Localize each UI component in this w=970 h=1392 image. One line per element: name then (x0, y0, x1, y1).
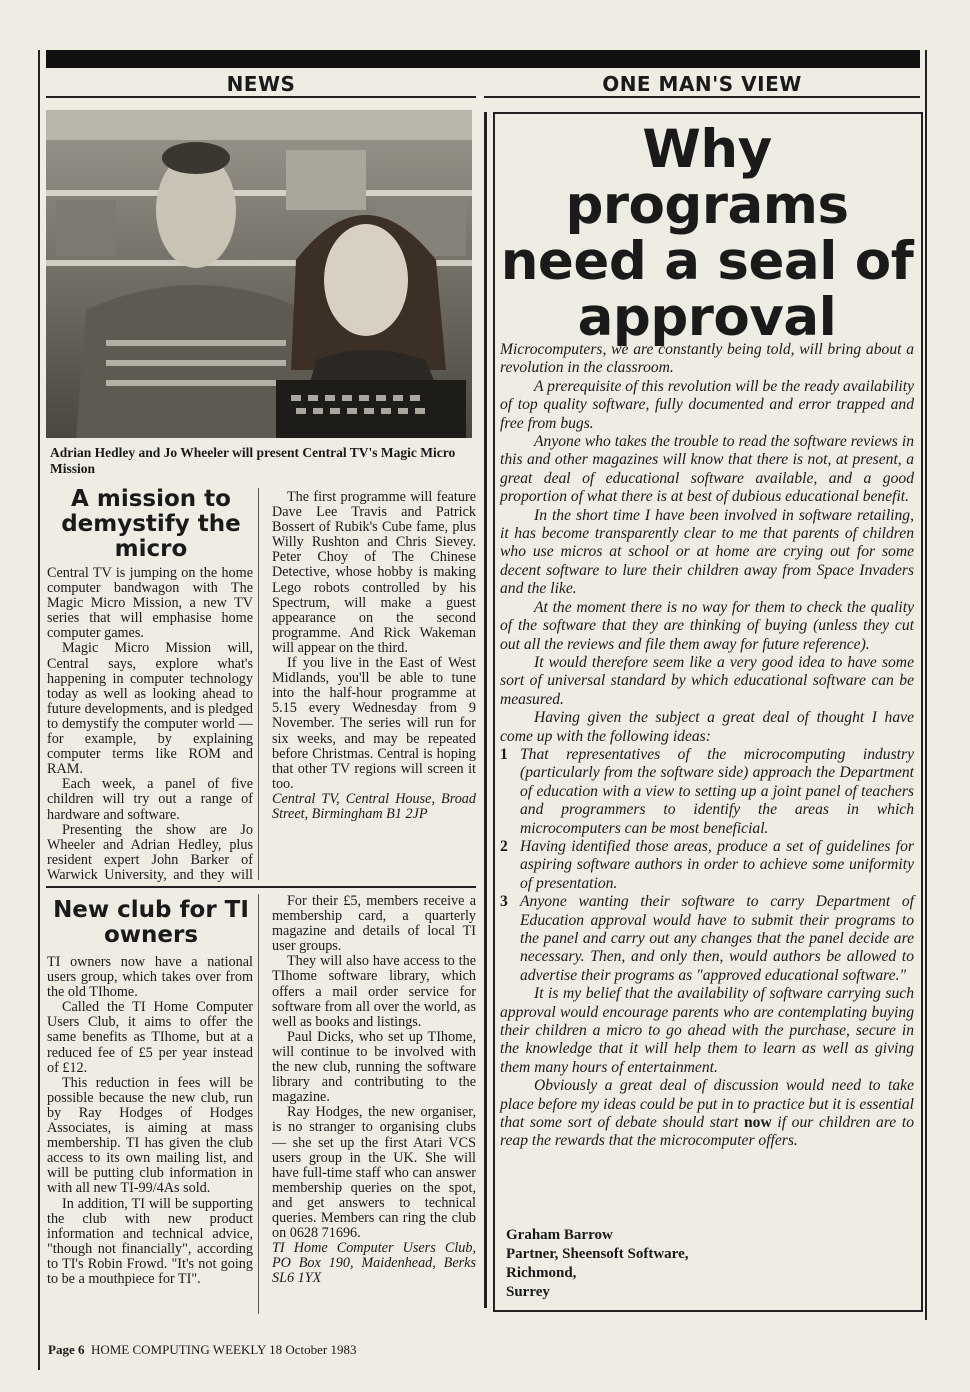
signature-block (506, 1226, 806, 1302)
page-footer (48, 1342, 357, 1358)
article-divider (46, 886, 476, 888)
idea-item (500, 893, 914, 985)
emphasis: now (743, 1114, 772, 1132)
magazine-line: HOME COMPUTING WEEKLY 18 October 1983 (90, 1342, 357, 1357)
paragraph: Each week, a panel of five children will try out a range of hardware and software. (47, 776, 253, 823)
paragraph: Central TV is jumping on the home computer bandwagon with The Magic Micro Mission, a new TV series that will emphasise home computer games. (47, 566, 253, 642)
right-margin-rule (925, 50, 927, 1320)
header-rule-left (46, 96, 476, 98)
idea-number: 2 (500, 837, 508, 855)
paragraph: Presenting the show are Jo Wheeler and Adrian Hedley, plus resident expert John Barker of Warwick University, and they will (47, 821, 253, 882)
photo-illustration (46, 110, 472, 438)
photo-caption: Adrian Hedley and Jo Wheeler will present Central TV's Magic Micro Mission (50, 445, 456, 476)
idea-number: 1 (500, 745, 508, 763)
top-black-bar (46, 50, 920, 68)
opinion-headline: Why programs need a seal of approval (500, 119, 914, 348)
address: Central TV, Central House, Broad Street, Birmingham B1 2JP (272, 790, 476, 822)
paragraph: It would therefore seem like a very good idea to have some sort of universal standard by which educational software can be measured. (500, 653, 914, 708)
section-header-news: NEWS (226, 72, 296, 96)
paragraph: Magic Micro Mission will, Central says, explore what's happening in computer technology today as well as looking ahead to future developments, and is pledged to demystify the computer world — for example, by explaining computer terms like ROM and RAM. (47, 640, 253, 778)
idea-number: 3 (500, 893, 508, 911)
paragraph: Paul Dicks, who set up TIhome, will continue to be involved with the new club, running the software library and contributing to the magazine. (272, 1028, 476, 1106)
idea-text: That representatives of the microcomputing industry (particularly from the software side) approach the Department of education with a view to setting up a joint panel of teachers and programmers to identify the areas in which microcomputers can be most beneficial. (520, 745, 914, 837)
author-county: Surrey (506, 1284, 550, 1300)
paragraph: TI owners now have a national users group, which takes over from the old TIhome. (47, 955, 253, 1001)
idea-text: Anyone wanting their software to carry Department of Education approval would have to submit their programs to the panel and carry out any changes that the panel decide are necessary. Then, and only then, would authors be allowed to advertise their programs as "approved educational software." (520, 893, 914, 984)
article-mission-col2 (272, 490, 476, 882)
page-number: Page 6 (48, 1342, 85, 1357)
opinion-box-left-edge (484, 112, 487, 1308)
article-title-club: New club for TI owners (53, 897, 249, 948)
idea-item (500, 838, 914, 893)
text: if our children are to reap the rewards that the microcomputer offers. (500, 1114, 914, 1150)
paragraph (500, 1077, 914, 1151)
paragraph: The first programme will feature Dave Lee Travis and Patrick Bossert of Rubik's Cube fame, plus Willy Rushton and Chris Sievey. Peter Choy of The Chinese Detective, whose hobby is making Lego robots controlled by his Spectrum, will make a guest appearance on the second programme. And Rick Wakeman will appear on the third. (272, 490, 476, 656)
idea-text: Having identified those areas, produce a set of guidelines for aspiring software authors in order to achieve some uniformity of presentation. (520, 837, 914, 892)
article-club-col2 (272, 894, 476, 1318)
idea-item (500, 746, 914, 838)
paragraph: In addition, TI will be supporting the club with new product information and technical advice, "though not financially", according to TI's Robin Frowd. "It's not going to be a mouthpiece for TI". (47, 1195, 253, 1287)
author-town: Richmond, (506, 1265, 577, 1281)
paragraph: In the short time I have been involved in software retailing, it has become transparently clear to me that parents of children who use micros at school or at home are crying out for some decent software to lure their children away from Space Invaders and the like. (500, 506, 914, 598)
paragraph: At the moment there is no way for them to check the quality of the software that they are thinking of buying (unless they cut out all the reviews and file them away for future reference). (500, 598, 914, 653)
paragraph: They will also have access to the TIhome software library, which offers a mail order service for software from all over the world, as well as books and listings. (272, 953, 476, 1030)
opinion-body (500, 341, 914, 1151)
author-name: Graham Barrow (506, 1227, 613, 1243)
article-title-mission: A mission to demystify the micro (61, 486, 241, 562)
article-club-col1 (47, 955, 253, 1317)
article-mission-col1 (47, 566, 253, 882)
news-photo (46, 110, 472, 438)
paragraph: Microcomputers, we are constantly being told, will bring about a revolution in the classroom. (500, 341, 914, 377)
column-separator (258, 488, 259, 880)
author-title: Partner, Sheensoft Software, (506, 1246, 689, 1262)
address: TI Home Computer Users Club, PO Box 190, Maidenhead, Berks SL6 1YX (272, 1240, 476, 1287)
paragraph: For their £5, members receive a membership card, a quarterly magazine and details of local TI user groups. (272, 894, 476, 955)
paragraph: A prerequisite of this revolution will be the ready availability of top quality software, fully documented and error trapped and free from bugs. (500, 377, 914, 432)
paragraph: This reduction in fees will be possible because the new club, run by Ray Hodges of Hodges Associates, is aiming at mass membership. TI has given the club access to its own mailing list, and will be putting club information in with all new TI-99/4As sold. (47, 1074, 253, 1197)
left-margin-rule (38, 50, 40, 1370)
paragraph: Called the TI Home Computer Users Club, it aims to offer the same benefits as TIhome, but at a reduced fee of £5 per year instead of £12. (47, 999, 253, 1076)
paragraph: Ray Hodges, the new organiser, is no stranger to organising clubs — she set up the first Atari VCS users group in the UK. She will have full-time staff who can answer membership queries on the spot, and get answers to technical queries. Members can ring the club on 0628 71696. (272, 1104, 476, 1242)
header-rule-right (484, 96, 920, 98)
text: Obviously a great deal of discussion would need to take place before my ideas could be put in to practice but it is essential that some sort of debate should start (500, 1077, 914, 1132)
paragraph: It is my belief that the availability of software carrying such approval would encourage parents who are contemplating buying their children a micro to go ahead with the purchase, secure in the knowledge that it will help them to learn as well as giving them many hours of entertainment. (500, 985, 914, 1076)
section-header-one-mans-view: ONE MAN'S VIEW (602, 72, 802, 96)
paragraph: If you live in the East of West Midlands, you'll be able to tune into the half-hour programme at 5.15 every Wednesday from 9 November. The series will run for six weeks, and may be repeated before Christmas. Central is hoping that other TV regions will screen it too. (272, 655, 476, 792)
column-separator (258, 894, 259, 1314)
paragraph: Having given the subject a great deal of thought I have come up with the following ideas: (500, 709, 914, 745)
paragraph: Anyone who takes the trouble to read the software reviews in this and other magazines will know that there is not, at present, a great deal of educational software available, and a good proportion of what there is at best of dubious educational benefit. (500, 433, 914, 506)
